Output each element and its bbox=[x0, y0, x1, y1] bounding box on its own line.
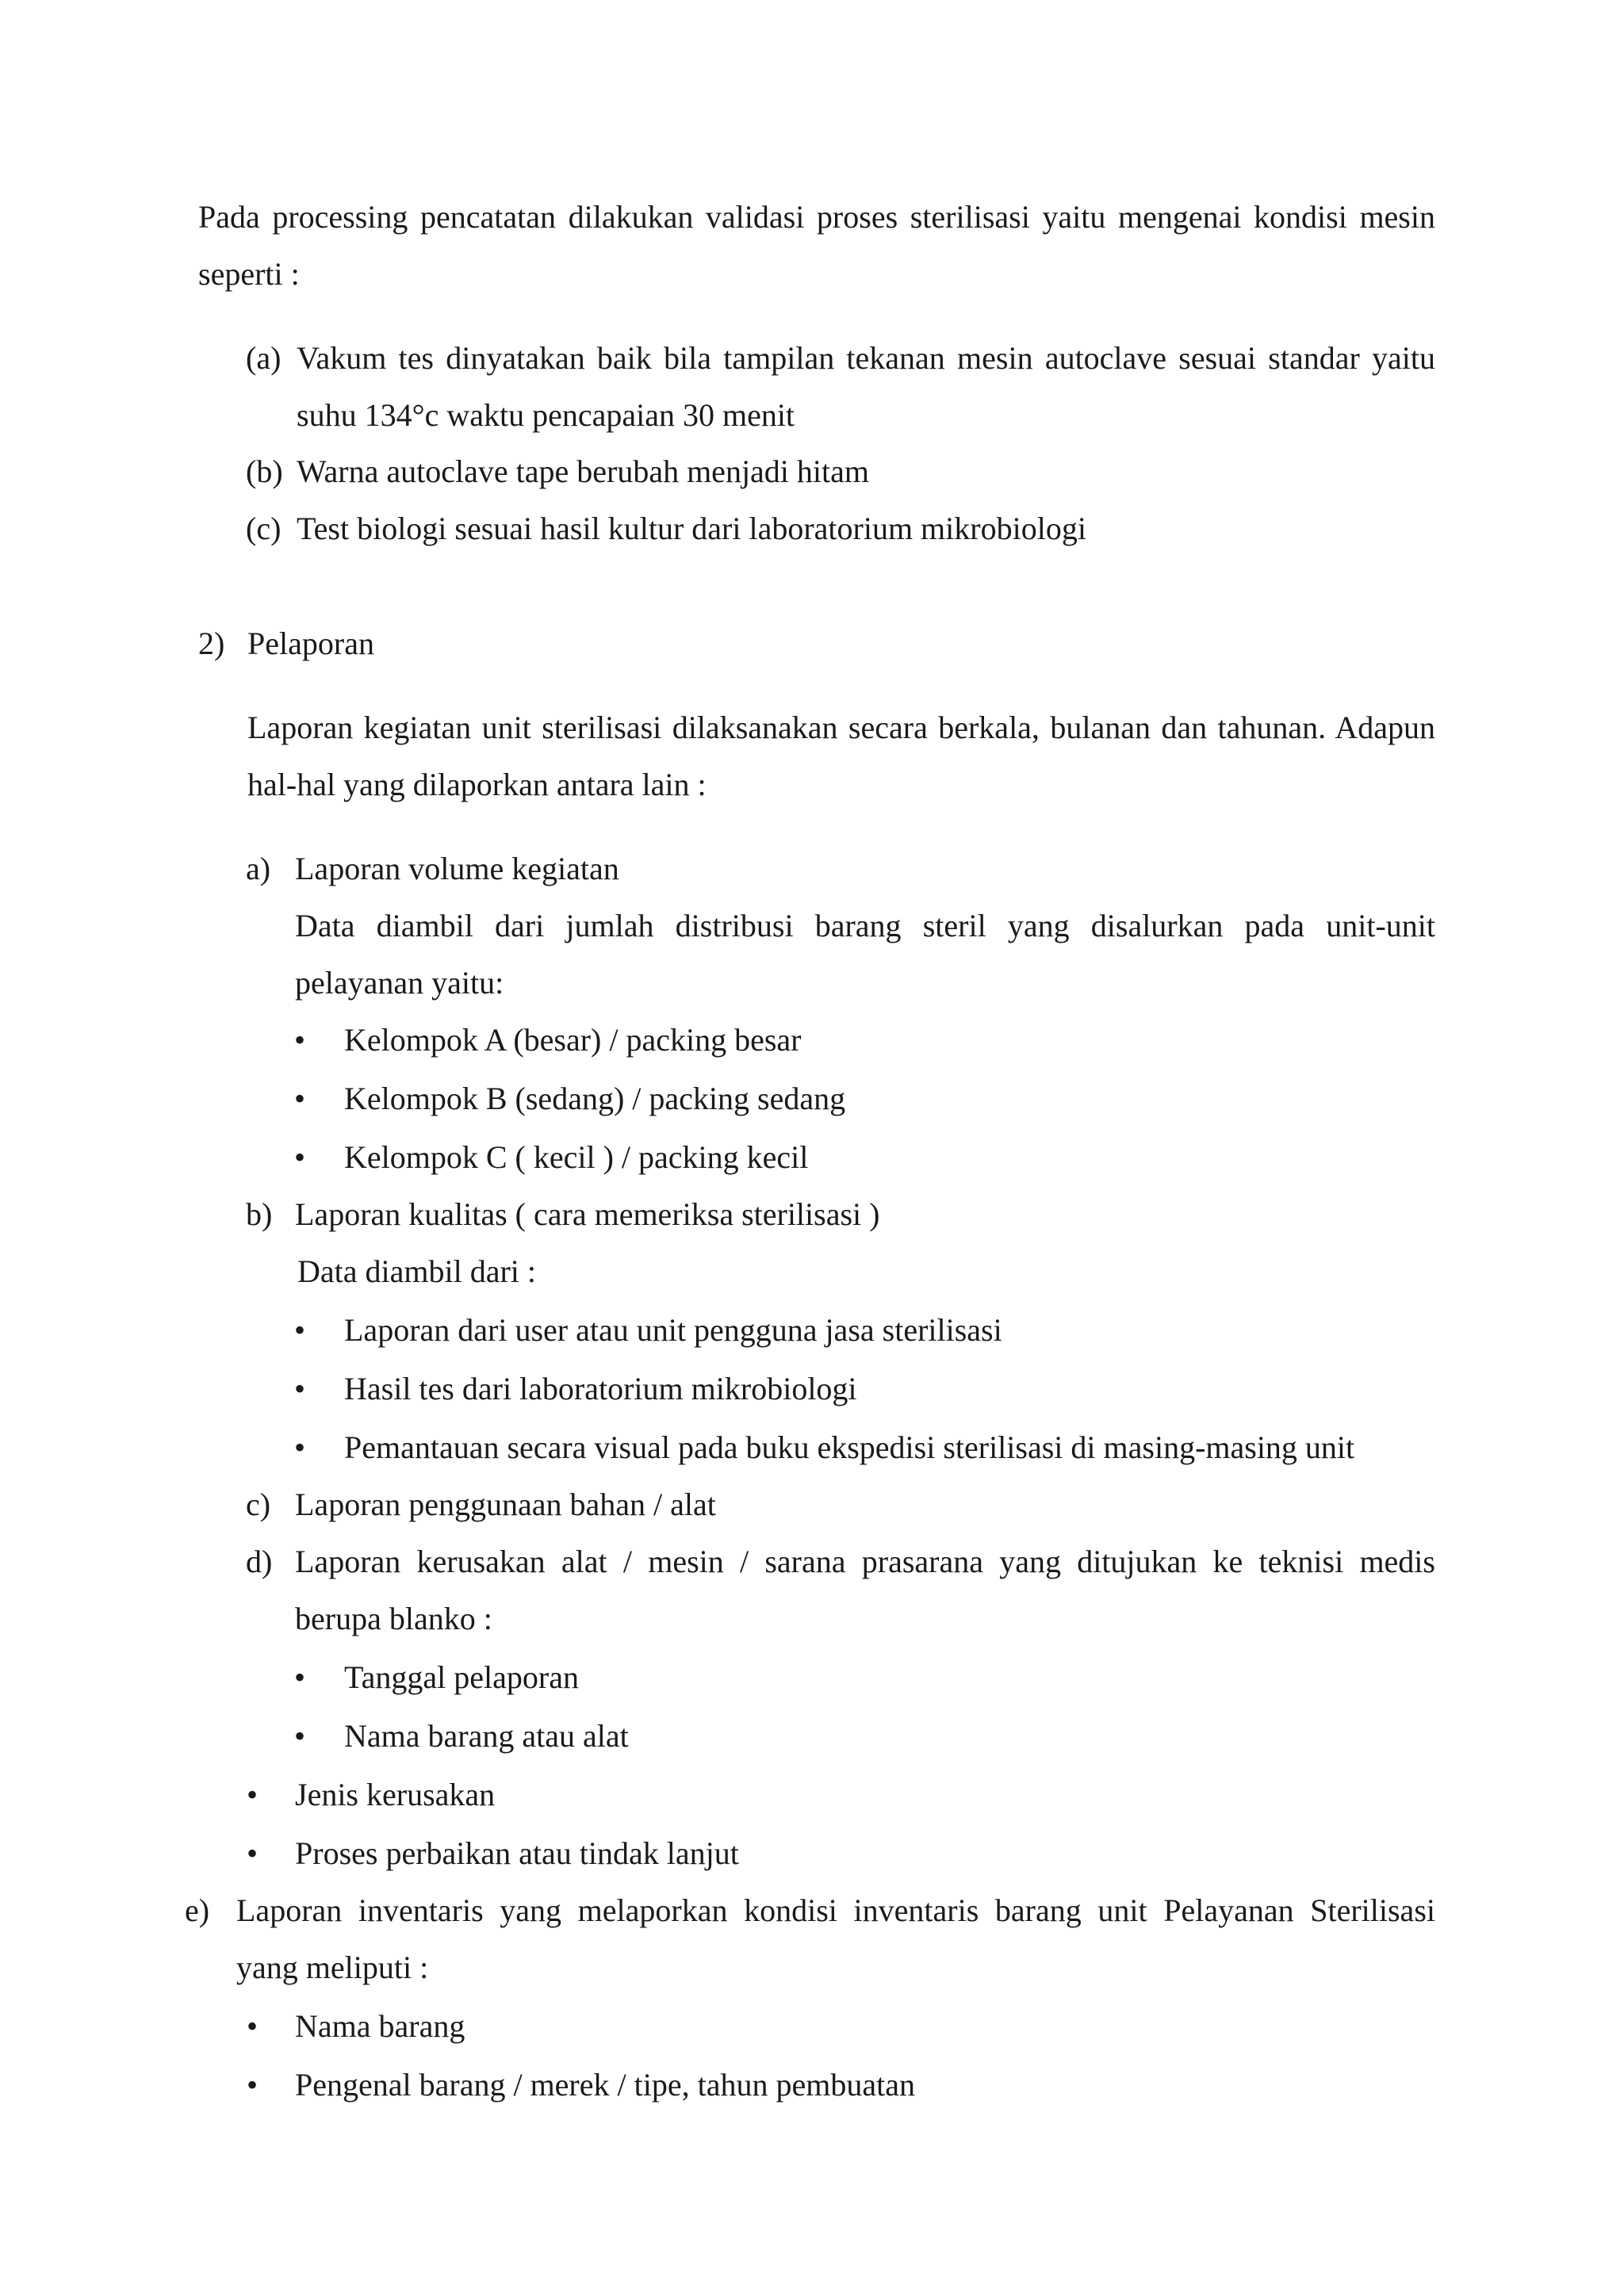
bullet-icon: • bbox=[294, 1022, 306, 1058]
item-a-bullet-3: Kelompok C ( kecil ) / packing kecil bbox=[344, 1139, 809, 1175]
item-e-bullet-2: Pengenal barang / merek / tipe, tahun pembuatan bbox=[295, 2067, 915, 2103]
item-b-title: Laporan kualitas ( cara memeriksa sterilisasi ) bbox=[295, 1196, 880, 1232]
item-a-marker: a) bbox=[246, 851, 271, 886]
item-d-bullet-3: Jenis kerusakan bbox=[295, 1777, 496, 1812]
item-d-bullet-4: Proses perbaikan atau tindak lanjut bbox=[295, 1835, 739, 1871]
intro-line-1: Pada processing pencatatan dilakukan validasi proses sterilisasi yaitu mengenai kondisi mesin bbox=[198, 199, 1435, 235]
validation-c-text: Test biologi sesuai hasil kultur dari laboratorium mikrobiologi bbox=[297, 511, 1086, 546]
item-b-bullet-2: Hasil tes dari laboratorium mikrobiologi bbox=[344, 1371, 857, 1406]
bullet-icon: • bbox=[294, 1659, 306, 1695]
bullet-icon: • bbox=[294, 1139, 306, 1175]
bullet-icon: • bbox=[294, 1312, 306, 1348]
item-a-title: Laporan volume kegiatan bbox=[295, 851, 619, 886]
item-a-bullet-2: Kelompok B (sedang) / packing sedang bbox=[344, 1081, 846, 1116]
section-para-line-1: Laporan kegiatan unit sterilisasi dilaksanakan secara berkala, bulanan dan tahunan. Adapun bbox=[247, 710, 1435, 745]
validation-a-line-1: Vakum tes dinyatakan baik bila tampilan tekanan mesin autoclave sesuai standar yaitu bbox=[297, 340, 1435, 376]
bullet-icon: • bbox=[247, 2067, 259, 2103]
bullet-icon: • bbox=[294, 1371, 306, 1406]
item-a-desc-line-1: Data diambil dari jumlah distribusi barang steril yang disalurkan pada unit-unit bbox=[295, 908, 1435, 943]
item-d-bullet-1: Tanggal pelaporan bbox=[344, 1659, 579, 1695]
item-d-title-line-2: berupa blanko : bbox=[295, 1601, 492, 1636]
item-c-title: Laporan penggunaan bahan / alat bbox=[295, 1487, 716, 1522]
item-d-marker: d) bbox=[246, 1544, 273, 1579]
bullet-icon: • bbox=[294, 1429, 306, 1465]
item-b-bullet-3: Pemantauan secara visual pada buku ekspedisi sterilisasi di masing-masing unit bbox=[344, 1429, 1355, 1465]
bullet-icon: • bbox=[247, 1777, 259, 1812]
validation-marker-a: (a) bbox=[246, 340, 282, 376]
item-b-marker: b) bbox=[246, 1196, 273, 1232]
item-e-title-line-2: yang meliputi : bbox=[236, 1950, 429, 1985]
item-e-marker: e) bbox=[185, 1892, 210, 1928]
item-d-title-line-1: Laporan kerusakan alat / mesin / sarana prasarana yang ditujukan ke teknisi medis bbox=[295, 1544, 1435, 1579]
validation-marker-b: (b) bbox=[246, 453, 283, 489]
validation-a-line-2: suhu 134°c waktu pencapaian 30 menit bbox=[297, 397, 795, 433]
item-a-bullet-1: Kelompok A (besar) / packing besar bbox=[344, 1022, 802, 1058]
validation-b-text: Warna autoclave tape berubah menjadi hitam bbox=[297, 453, 870, 489]
item-d-bullet-2: Nama barang atau alat bbox=[344, 1718, 629, 1754]
bullet-icon: • bbox=[294, 1718, 306, 1754]
validation-marker-c: (c) bbox=[246, 511, 282, 546]
section-number: 2) bbox=[198, 626, 225, 661]
item-b-desc: Data diambil dari : bbox=[297, 1253, 537, 1289]
section-title: Pelaporan bbox=[247, 626, 374, 661]
intro-line-2: seperti : bbox=[198, 256, 300, 292]
item-c-marker: c) bbox=[246, 1487, 271, 1522]
item-a-desc-line-2: pelayanan yaitu: bbox=[295, 965, 504, 1001]
bullet-icon: • bbox=[247, 1835, 259, 1871]
bullet-icon: • bbox=[247, 2008, 259, 2044]
section-para-line-2: hal-hal yang dilaporkan antara lain : bbox=[247, 767, 707, 802]
item-e-title-line-1: Laporan inventaris yang melaporkan kondisi inventaris barang unit Pelayanan Sterilisasi bbox=[236, 1892, 1435, 1928]
item-e-bullet-1: Nama barang bbox=[295, 2008, 465, 2044]
item-b-bullet-1: Laporan dari user atau unit pengguna jasa sterilisasi bbox=[344, 1312, 1002, 1348]
bullet-icon: • bbox=[294, 1081, 306, 1116]
